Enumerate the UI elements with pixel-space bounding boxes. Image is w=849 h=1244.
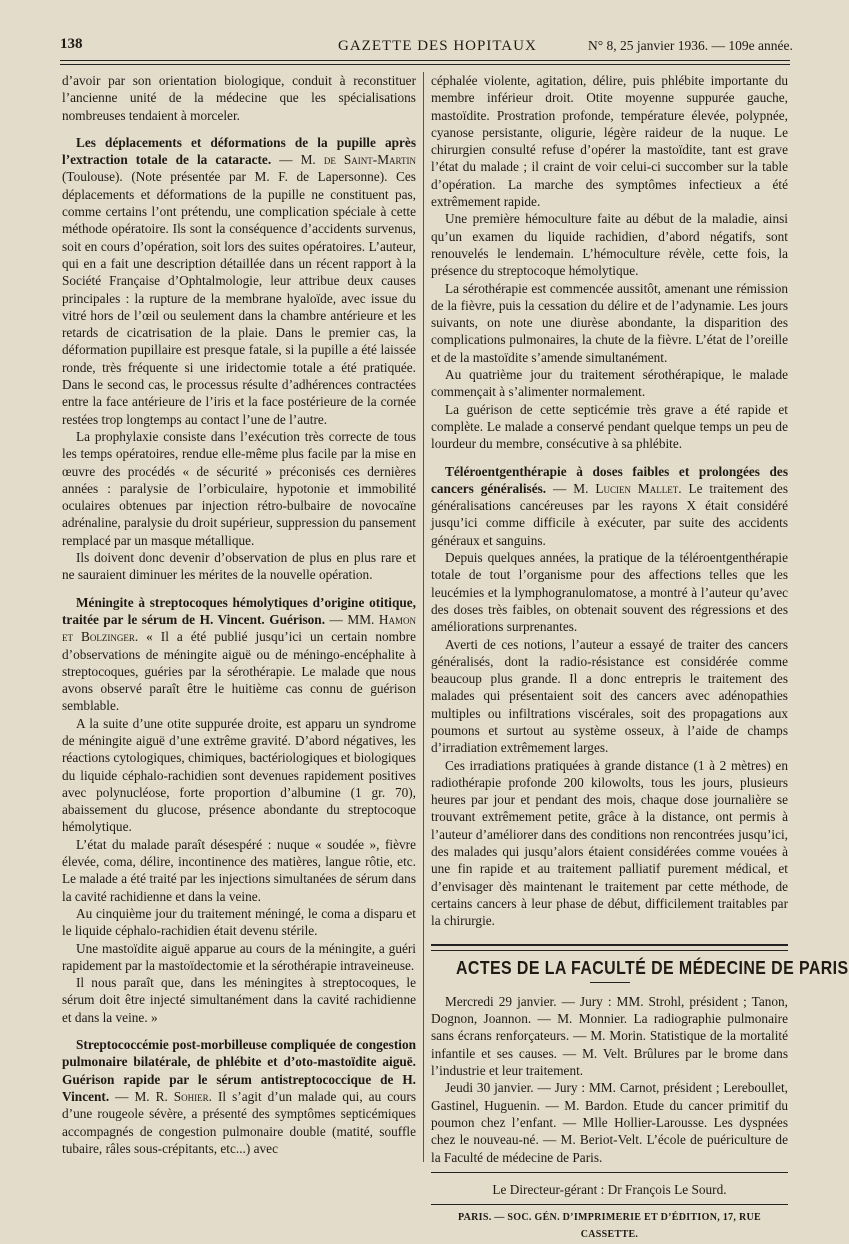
article-author: M. R. Sohier. (134, 1088, 212, 1104)
paragraph: Ces irradiations pratiquées à grande distance (1 à 2 mètres) en radiothérapie profonde 200 kilowolts, tous les jours, plusieurs heures par jour et pendant des mois, chaque dose journalière se trouvant extrêmement petite, grâce à la distance, ont permis à l’auteur d’améliorer dans des conditions non rencontrées jusqu’ici, des malades qui jusqu’alors étaient considérées comme vouées à une fin rapide et au traitement palliatif purement médical, et d’envisager dès maintenant le traitement par cette méthode, de certains cancers à leur phase de début, difficilement traitables par la chirurgie. (431, 757, 788, 929)
paragraph: « Il a été publié jusqu’ici un certain nombre d’observations de méningite aiguë ou de méningo-encéphalite à streptocoques, guéries par la sérothérapie. Le malade que nous avons observé paraît être le huitième cas connu de guérison semblable. (62, 629, 416, 714)
article-author: M. Lucien Mallet. (573, 480, 682, 496)
article-author: M. de Saint-Martin (300, 152, 417, 168)
title-underline (590, 982, 630, 983)
header-rule-thin (60, 64, 790, 65)
paragraph: Ils doivent donc devenir d’observation de plus en plus rare et ne sauraient diminuer les mérites de la nouvelle opération. (62, 550, 416, 583)
paragraph-actes-thursday: Jeudi 30 janvier. — Jury : MM. Carnot, président ; Lereboullet, Gastinel, Huguenin. — M. Bardon. Etude du cancer primitif du poumon chez l’enfant. — Mlle Hollier-Larousse. Les dyspnées chez le nouveau-né. — M. Beriot-Velt. L’école de puériculture de la Faculté de médecine de Paris. (431, 1080, 788, 1165)
article-streptococcemia: Streptococcémie post-morbilleuse compliquée de congestion pulmonaire bilatérale, de phlébite et d’oto-mastoïdite aiguë. Guérison rapide par le sérum antistreptococcique de H. Vincent. — M. R. Sohier. Il s’agit d’un malade qui, au cours d’une rougeole sévère, a présenté des symptômes septicémiques accompagnés de congestion pulmonaire double (matité, souffle tubaire, râles sous-crépitants, etc...) avec (62, 1037, 417, 1156)
right-column (431, 72, 849, 1244)
paragraph: Une mastoïdite aiguë apparue au cours de la méningite, a guéri rapidement par la mastoïdectomie et la sérothérapie intraveineuse. (62, 940, 416, 973)
paragraph: La sérothérapie est commencée aussitôt, amenant une rémission de la fièvre, puis la cessation du délire et de l’adynamie. Les jours suivants, on note une diurèse abondante, la disparition des complications pulmonaires, la chute de la fièvre. L’état de l’oreille et de la mastoïdite s’amende simultanément. (431, 280, 788, 365)
paragraph: Averti de ces notions, l’auteur a essayé de traiter des cancers généralisés, dont la radio-résistance est considérée comme beaucoup plus grande. Il a donc entrepris le traitement des malades qui présentaient soit des cancers avec adénopathies multiples ou infiltrations viscérales, soit des propagations aux poumons et surtout au système osseux, à l’aide de champs d’irradiation extrêmement larges. (431, 636, 788, 756)
paragraph: (Toulouse). (Note présentée par M. F. de Lapersonne). Ces déplacements et déformations de la pupille ne constituent pas, comme certains l’ont prétendu, une complication spéciale à cette méthode opératoire. Ils sont la conséquence d’accidents survenus, soit en cours d’opération, soit lors des suites opératoires. L’auteur, qui en a fait une description détaillée dans un récent rapport à la Société Française d’Ophtalmologie, leur attribue deux causes principales : la rupture de la membrane hyaloïde, avec issue du vitré hors de l’œil ou seulement dans la chambre antérieure et les retards de cicatrisation de la plaie. Dans le premier cas, la déformation pupillaire est presque fatale, si la pupille a été laissée ronde, très fréquente si une iridectomie totale a été pratiquée. Dans le second cas, le processus résulte d’adhérences contractées entre la face antérieure de l’iris et la face postérieure de la cornée restées trop longtemps au contact l’une de l’autre. (62, 169, 416, 427)
paragraph: Le traitement des généralisations cancéreuses par les rayons X était considéré jusqu’ici comme difficile à exécuter, par suite des accidents généraux et sanguins. (431, 480, 788, 548)
header-rule (60, 60, 790, 61)
paragraph: La prophylaxie consiste dans l’exécution très correcte de tous les temps opératoires, rendue elle-même plus facile par la mise en œuvre des procédés « de sécurité » préconisés ces dernières années : paralysie de l’orbiculaire, hypotonie et immobilité oculaires obtenues par injection rétro-bulbaire de novocaïne adrénaline, paralysie du droit supérieur, suppression du pansement remplacé par un masque métallique. (62, 428, 416, 548)
paragraph: La guérison de cette septicémie très grave a été rapide et complète. Le malade a conservé pendant quelque temps un peu de lourdeur du membre, consécutive à sa phlébite. (431, 401, 788, 452)
footer-separator (431, 1204, 788, 1205)
paragraph: d’avoir par son orientation biologique, conduit à reconstituer l’ancienne unité de la médecine que les spécialisations nombreuses tendaient à morceler. (62, 73, 416, 123)
footer-separator (431, 1172, 788, 1173)
article-meningitis: Méningite à streptocoques hémolytiques d’origine otitique, traitée par le sérum de H. Vincent. Guérison. — MM. Hamon et Bolzinger. « Il a été publié jusqu’ici un certain nombre d’observations de méningite aiguë ou de méningo-encéphalite à streptocoques, guéries par la sérothérapie. Le malade que nous avons observé paraît être le huitième cas connu de guérison semblable. (62, 594, 416, 714)
paragraph: L’état du malade paraît désespéré : nuque « soudée », fièvre élevée, coma, délire, incontinence des matières, langue rôtie, etc. Le malade a été traité par les injections simultanées de sérum dans la cavité rachidienne et dans la veine. (62, 836, 416, 904)
article-title: Téléroentgenthérapie à doses faibles et prolongées des cancers généralisés. (431, 463, 788, 496)
paragraph: Depuis quelques années, la pratique de la téléroentgenthérapie totale de tout l’organisme pour des affections telles que les leucémies et la lymphogranulomatose, a montré à l’auteur qu’avec des doses très faibles, on obtenait souvent des régressions et des améliorations surprenantes. (431, 550, 788, 635)
left-column (62, 72, 416, 1157)
paragraph: céphalée violente, agitation, délire, puis phlébite importante du membre inférieur droit. Otite moyenne suppurée gauche, mastoïdite. Prostration profonde, température élevée, polypnée, cyanose persistante, oligurie, légère raideur de la nuque. Le chirurgien consulté refuse d’opérer la mastoïdite, tant est grave l’état du malade ; il craint de voir celui-ci succomber sur la table d’opération. La marche des symptômes infectieux a été extrêmement rapide. (431, 73, 788, 210)
section-title: ACTES DE LA FACULTÉ DE MÉDECINE DE PARIS (455, 956, 849, 978)
section-separator (431, 944, 788, 951)
paragraph: Une première hémoculture faite au début de la maladie, ainsi qu’un examen du liquide rachidien, d’abord négatifs, sont renouvelés le lendemain. L’hémoculture révèle, cette fois, la présence du streptocoque hémolytique. (431, 211, 788, 279)
issue-info: N° 8, 25 janvier 1936. — 109e année. (588, 38, 793, 53)
article-title: Méningite à streptocoques hémolytiques d’origine otitique, traitée par le sérum de H. Vincent. Guérison. (62, 594, 416, 627)
signature: Le Directeur-gérant : Dr François Le Sourd. (492, 1181, 727, 1197)
article-cataract: Les déplacements et déformations de la pupille après l’extraction totale de la cataracte. — M. de Saint-Martin (Toulouse). (Note présentée par M. F. de Lapersonne). Ces déplacements et déformations de la pupille ne constituent pas, comme certains l’ont prétendu, une complication spéciale à cette méthode opératoire. Ils sont la conséquence d’accidents survenus, soit en cours d’opération, soit lors des suites opératoires. L’auteur, qui en a fait une description détaillée dans un récent rapport à la Société Française d’Ophtalmologie, leur attribue deux causes principales : la rupture de la membrane hyaloïde, avec issue du vitré hors de l’œil ou seulement dans la chambre antérieure et les retards de cicatrisation de la plaie. Dans le premier cas, la déformation pupillaire est presque fatale, si la pupille a été laissée ronde, très fréquente si une iridectomie totale a été pratiquée. Dans le second cas, le processus résulte d’adhérences contractées entre la face antérieure de l’iris et la face postérieure de la cornée restées trop longtemps au contact l’une de l’autre. (62, 134, 417, 427)
article-teleroentgen: Téléroentgenthérapie à doses faibles et prolongées des cancers généralisés. — M. Lucien Mallet. Le traitement des généralisations cancéreuses par les rayons X était considéré jusqu’ici comme difficile à exécuter, par suite des accidents généraux et sanguins. (431, 463, 788, 548)
article-title: Streptococcémie post-morbilleuse compliquée de congestion pulmonaire bilatérale, de phlébite et d’oto-mastoïdite aiguë. Guérison rapide par le sérum antistreptococcique de H. Vincent. (62, 1037, 416, 1104)
page-header (58, 32, 793, 58)
article-author: MM. Hamon et Bolzinger. (62, 611, 416, 645)
paragraph: Au cinquième jour du traitement méningé, le coma a disparu et le liquide céphalo-rachidien était devenu stérile. (62, 905, 416, 939)
paragraph-actes-wednesday: Mercredi 29 janvier. — Jury : MM. Strohl, président ; Tanon, Dognon, Joannon. — M. Monnier. La radiographie pulmonaire sans écrans renforçateurs. — M. Morin. Statistique de la mortalité infantile et ses causes. — M. Velt. Brûlures par le brome dans l’industrie et leur traitement. (431, 993, 788, 1079)
paragraph: Il s’agit d’un malade qui, au cours d’une rougeole sévère, a présenté des symptômes septicémiques accompagnés de congestion pulmonaire double (matité, souffle tubaire, râles sous-crépitants, etc...) avec (62, 1088, 417, 1156)
paragraph: Il nous paraît que, dans les méningites à streptocoques, le sérum doit être injecté simultanément dans la cavité rachidienne et dans la veine. » (62, 975, 416, 1025)
paragraph: A la suite d’une otite suppurée droite, est apparu un syndrome de méningite aiguë d’une extrême gravité. D’abord négatives, les réactions cytologiques, chimiques, bactériologiques et biologiques du liquide céphalo-rachidien sont devenues rapidement positives avec polynucléose, forte proportion d’albumine (1 gr. 70), abaissement du glucose, présence abondante du streptocoque hémolytique. (62, 715, 416, 835)
paragraph: Au quatrième jour du traitement sérothérapique, le malade commençait à s’alimenter normalement. (431, 367, 788, 400)
journal-title: GAZETTE DES HOPITAUX (338, 38, 537, 54)
printer-line: PARIS. — SOC. GÉN. D’IMPRIMERIE ET D’ÉDITION, 17, RUE CASSETTE. (457, 1212, 762, 1241)
page-number: 138 (60, 36, 83, 52)
column-divider (423, 72, 424, 1162)
article-title: Les déplacements et déformations de la pupille après l’extraction totale de la cataracte. (62, 134, 416, 168)
